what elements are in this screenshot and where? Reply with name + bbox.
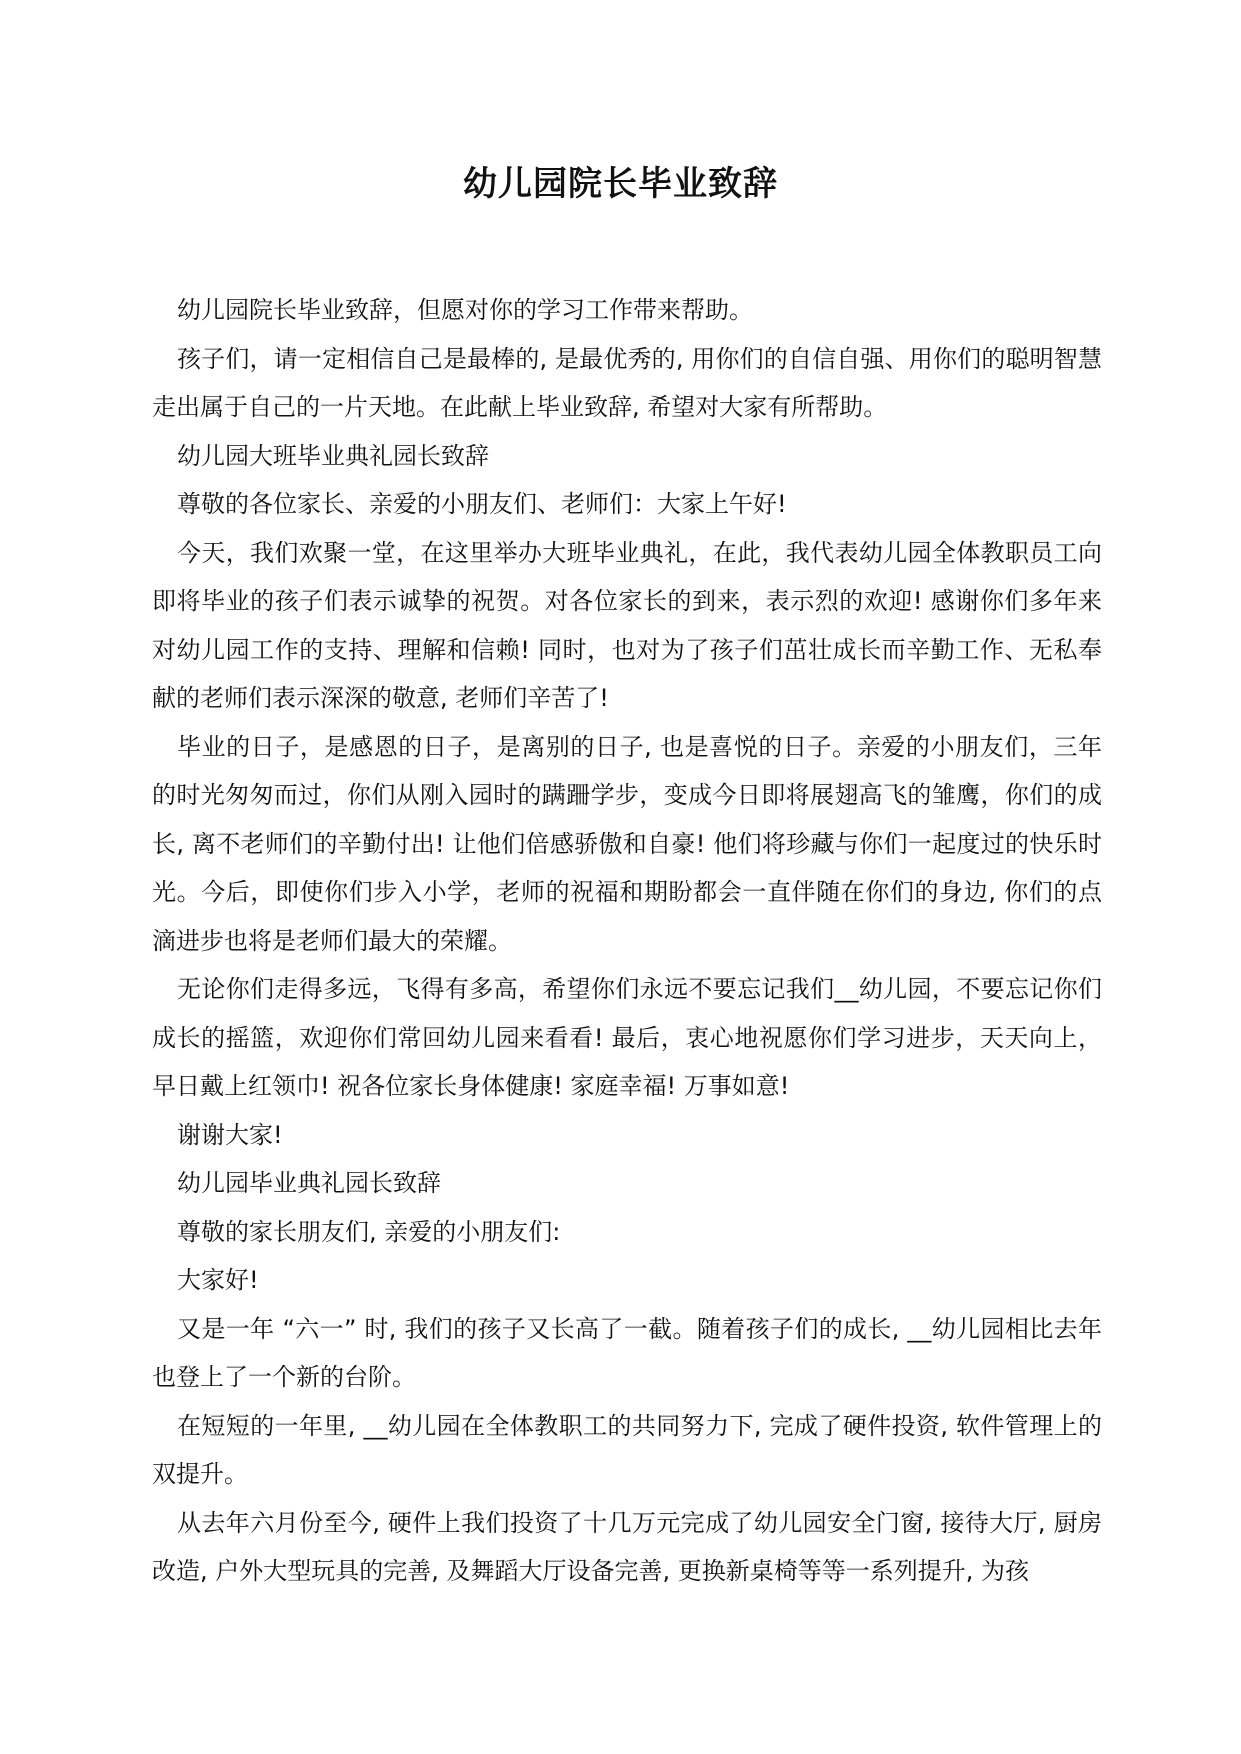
paragraph: 尊敬的各位家长、亲爱的小朋友们、老师们：大家上午好!: [177, 490, 787, 518]
paragraph: 孩子们，请一定相信自己是最棒的, 是最优秀的, 用你们的自信自强、用你们的聪明智慧走出属于自己的一片天地。在此献上毕业致辞, 希望对大家有所帮助。: [152, 344, 1102, 421]
paragraph: 幼儿园院长毕业致辞，但愿对你的学习工作带来帮助。: [177, 296, 753, 324]
paragraph: 幼儿园大班毕业典礼园长致辞: [177, 441, 489, 470]
document-body: [152, 286, 1102, 1596]
paragraph: 毕业的日子，是感恩的日子，是离别的日子, 也是喜悦的日子。亲爱的小朋友们，三年的时光匆匆而过，你们从刚入园时的蹒跚学步，变成今日即将展翅高飞的雏鹰，你们的成长, 离不老师们的辛勤付出! 让他们倍感骄傲和自豪! 他们将珍藏与你们一起度过的快乐时光。今后，即使你们步入小学，老师的祝福和期盼都会一直伴随在你们的身边, 你们的点滴进步也将是老师们最大的荣耀。: [152, 732, 1102, 955]
paragraph: 幼儿园毕业典礼园长致辞: [177, 1169, 441, 1197]
paragraph: 从去年六月份至今, 硬件上我们投资了十几万元完成了幼儿园安全门窗, 接待大厅, 厨房改造, 户外大型玩具的完善, 及舞蹈大厅设备完善, 更换新桌椅等等一系列提升, 为孩: [152, 1508, 1102, 1585]
paragraph: 在短短的一年里, __幼儿园在全体教职工的共同努力下, 完成了硬件投资, 软件管理上的双提升。: [152, 1411, 1102, 1488]
paragraph: 今天，我们欢聚一堂，在这里举办大班毕业典礼，在此，我代表幼儿园全体教职员工向即将毕业的孩子们表示诚挚的祝贺。对各位家长的到来，表示烈的欢迎! 感谢你们多年来对幼儿园工作的支持、理解和信赖! 同时，也对为了孩子们茁壮成长而辛勤工作、无私奉献的老师们表示深深的敬意, 老师们辛苦了!: [152, 538, 1102, 712]
paragraph: 谢谢大家!: [177, 1120, 283, 1149]
document-title: 幼儿园院长毕业致辞: [463, 164, 778, 204]
paragraph: 无论你们走得多远，飞得有多高，希望你们永远不要忘记我们__幼儿园，不要忘记你们成长的摇篮，欢迎你们常回幼儿园来看看! 最后，衷心地祝愿你们学习进步，天天向上，早日戴上红领巾! 祝各位家长身体健康! 家庭幸福! 万事如意!: [152, 975, 1102, 1100]
paragraph: 大家好!: [177, 1266, 259, 1294]
paragraph: 尊敬的家长朋友们, 亲爱的小朋友们:: [177, 1217, 561, 1246]
paragraph: 又是一年 “六一” 时, 我们的孩子又长高了一截。随着孩子们的成长, __幼儿园相比去年也登上了一个新的台阶。: [152, 1314, 1102, 1391]
